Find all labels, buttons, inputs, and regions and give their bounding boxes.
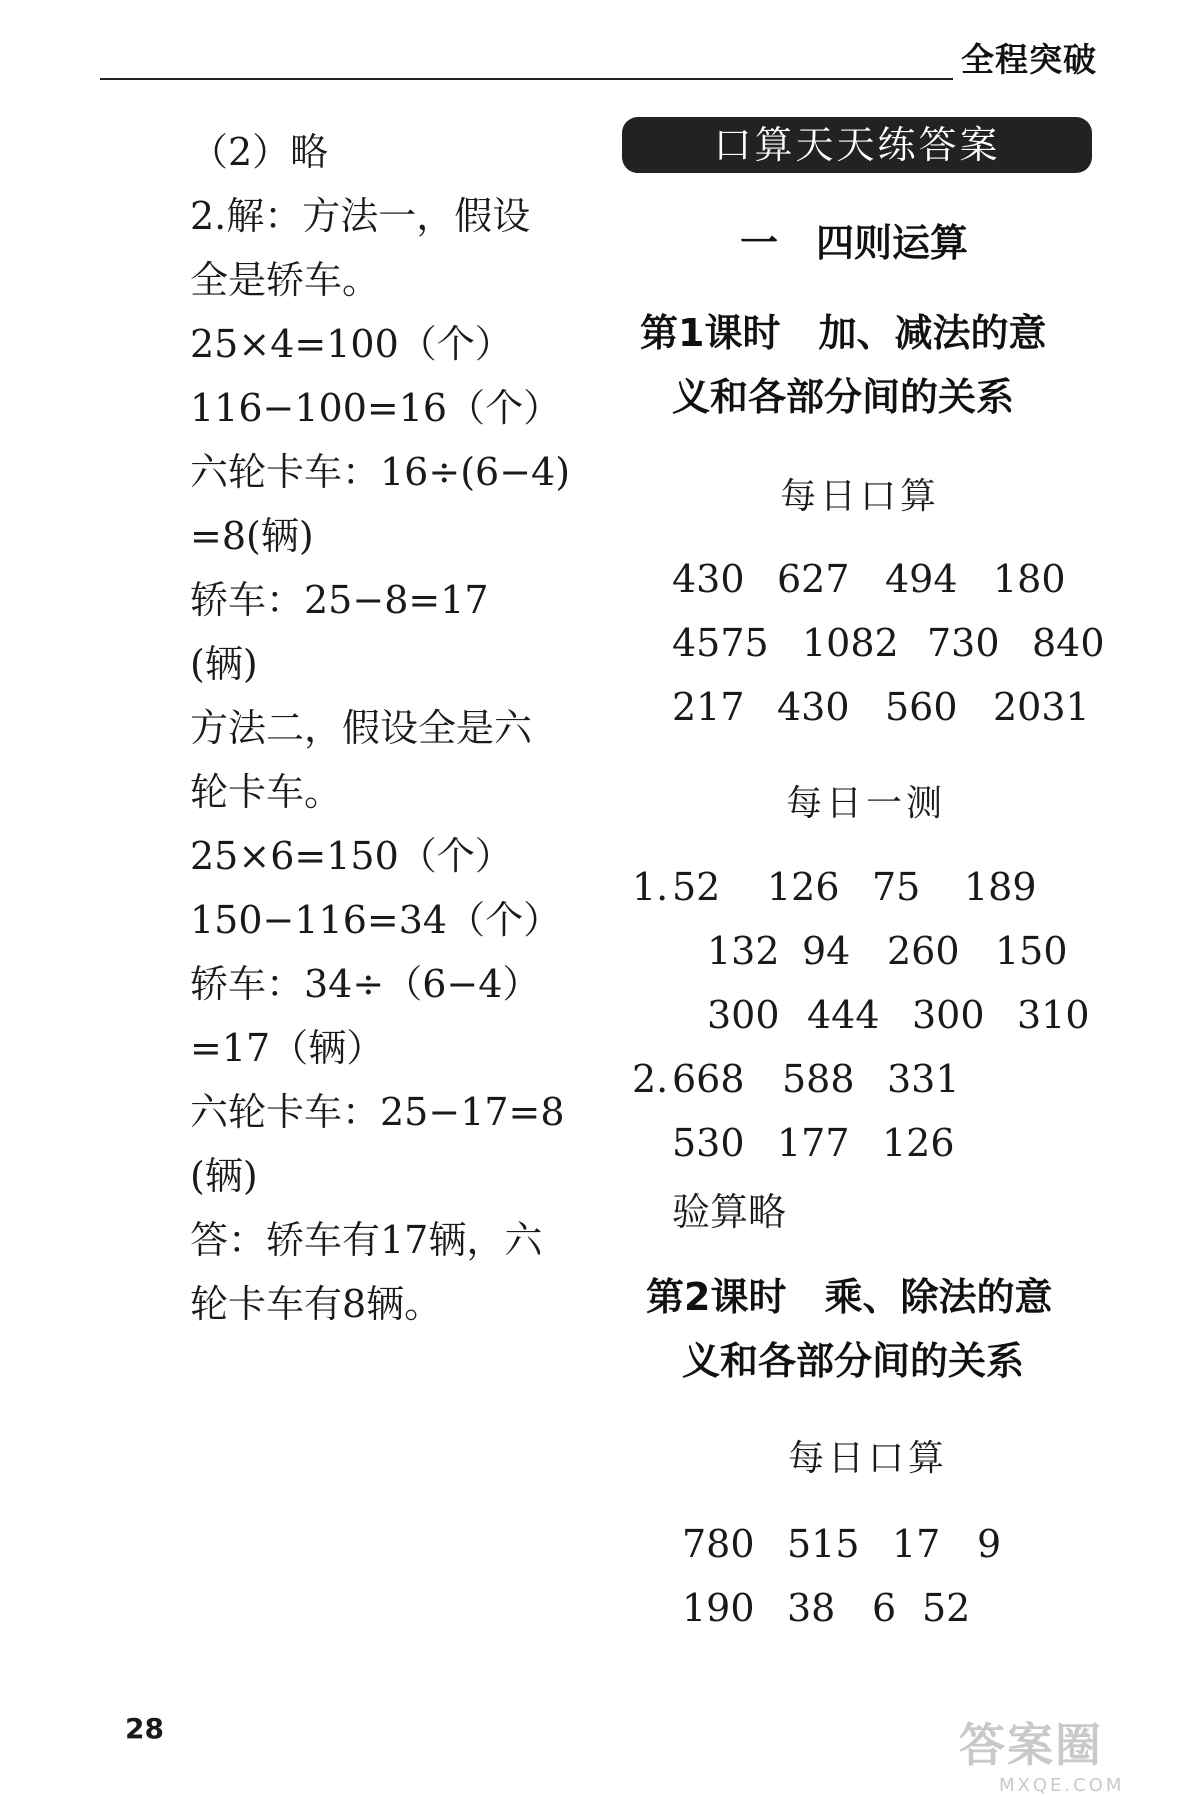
calc-value: 217 [672,685,745,729]
calc-value: 180 [993,557,1066,601]
test-value: 75 [872,865,921,909]
test-value: 668 [672,1057,745,1101]
test-row [632,865,1037,909]
answer-line: =17（辆） [190,1026,385,1070]
calc-value: 1082 [802,621,899,665]
answer-line: =8(辆) [190,514,314,558]
calc-value: 38 [787,1586,836,1630]
calc-value: 2031 [993,685,1090,729]
answer-line: 轮卡车有8辆。 [190,1282,443,1326]
answer-line: 答：轿车有17辆，六 [190,1218,543,1262]
calc-row [672,621,1105,665]
page-number: 28 [125,1712,164,1745]
calc-value: 627 [777,557,850,601]
watermark-url: MXQE.COM [999,1775,1125,1796]
test-value: 310 [1017,993,1090,1037]
book-brand: 全程突破 [953,34,1097,81]
calc-value: 52 [922,1586,971,1630]
answer-line: 六轮卡车：25−17=8 [190,1090,565,1134]
question-number: 1. [632,865,669,909]
calc-value: 430 [672,557,745,601]
test-value: 444 [807,993,880,1037]
calc-value: 780 [682,1522,755,1566]
test-value: 331 [887,1057,960,1101]
lesson1-title-line2: 义和各部分间的关系 [672,375,1015,419]
test-value: 94 [802,929,851,973]
test-value: 588 [782,1057,855,1101]
lesson1-daily-calc-label: 每日口算 [780,476,941,517]
test-value: 189 [964,865,1037,909]
calc-row [672,557,1066,601]
test-row [632,1057,960,1101]
lesson2-title-line1: 第2课时 乘、除法的意 [646,1275,1053,1319]
test-value: 150 [995,929,1068,973]
test-value: 126 [767,865,840,909]
lesson1-title-line1: 第1课时 加、减法的意 [640,311,1047,355]
calc-value: 560 [885,685,958,729]
calc-value: 6 [872,1586,897,1630]
answer-line: 25×4=100（个） [190,322,513,366]
lesson2-daily-calc-label: 每日口算 [788,1438,949,1479]
site-watermark [959,1709,1159,1796]
left-column [190,120,610,1336]
answer-line: 25×6=150（个） [190,834,513,878]
answer-line: 150−116=34（个） [190,898,562,942]
header-rule [100,78,955,80]
unit-title: 一 四则运算 [740,221,969,265]
calc-value: 730 [927,621,1000,665]
test-value: 52 [672,865,721,909]
answer-line: （2）略 [190,130,329,174]
calc-value: 515 [787,1522,860,1566]
test-row [707,929,1068,973]
calc-value: 17 [892,1522,941,1566]
answer-line: 轿车：25−8=17 [190,578,489,622]
calc-row [672,685,1090,729]
calc-value: 840 [1032,621,1105,665]
question-number: 2. [632,1057,669,1101]
answer-line: 116−100=16（个） [190,386,562,430]
test-value: 530 [672,1121,745,1165]
test-value: 300 [707,993,780,1037]
answer-line: 2.解：方法一，假设 [190,194,531,238]
answer-line: 轿车：34÷（6−4） [190,962,541,1006]
section-banner: 口算天天练答案 [622,117,1092,173]
calc-row [682,1586,970,1630]
test-value: 300 [912,993,985,1037]
test-value: 260 [887,929,960,973]
calc-value: 4575 [672,621,769,665]
answer-line: 六轮卡车：16÷(6−4) [190,450,571,494]
calc-value: 494 [885,557,958,601]
calc-row [682,1522,1001,1566]
test-value: 126 [882,1121,955,1165]
verify-note: 验算略 [672,1190,787,1234]
answer-line: 全是轿车。 [190,258,381,302]
answer-line: (辆) [190,642,258,686]
watermark-logo-text: 答案圈 [959,1718,1103,1772]
test-value: 132 [707,929,780,973]
calc-value: 430 [777,685,850,729]
calc-value: 190 [682,1586,755,1630]
test-value: 177 [777,1121,850,1165]
calc-value: 9 [977,1522,1002,1566]
test-row [707,993,1090,1037]
test-row [672,1121,955,1165]
answer-line: 轮卡车。 [190,770,343,814]
answer-line: (辆) [190,1154,258,1198]
answer-line: 方法二，假设全是六 [190,706,533,750]
lesson1-daily-test-label: 每日一测 [786,783,947,824]
lesson2-title-line2: 义和各部分间的关系 [682,1339,1025,1383]
